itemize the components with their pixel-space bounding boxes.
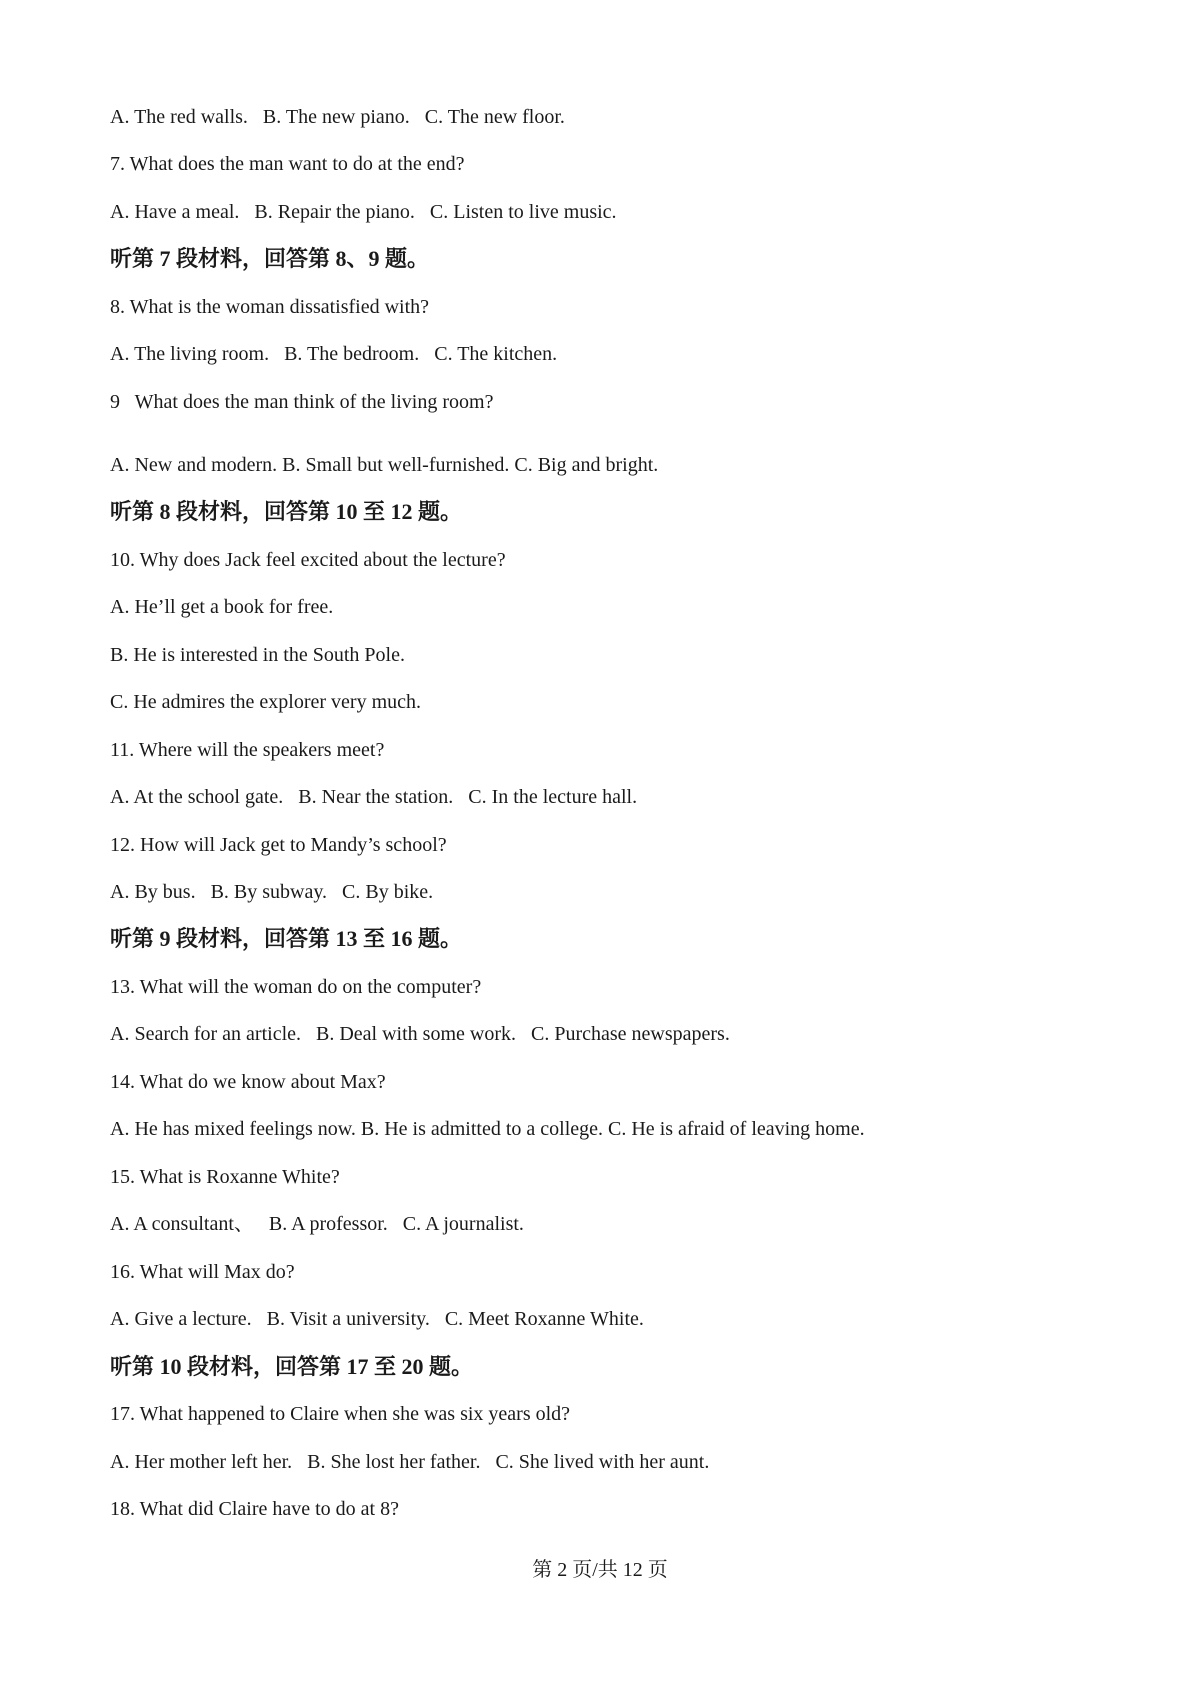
section-heading-7: 听第 7 段材料，回答第 8、9 题。: [110, 246, 430, 271]
question-16: 16. What will Max do?: [110, 1261, 295, 1283]
answer-options-q14: A. He has mixed feelings now. B. He is admitted to a college. C. He is afraid of leaving home.: [110, 1118, 865, 1140]
answer-option-q10-c: C. He admires the explorer very much.: [110, 691, 422, 713]
answer-options-q8: A. The living room. B. The bedroom. C. The kitchen.: [110, 343, 558, 365]
answer-option-q10-a: A. He’ll get a book for free.: [110, 596, 334, 618]
answer-options-q17: A. Her mother left her. B. She lost her father. C. She lived with her aunt.: [110, 1451, 710, 1473]
question-8: 8. What is the woman dissatisfied with?: [110, 296, 430, 318]
question-9: 9 What does the man think of the living room?: [110, 391, 494, 413]
answer-options-q15: A. A consultant、 B. A professor. C. A journalist.: [110, 1213, 524, 1235]
answer-options-q7: A. Have a meal. B. Repair the piano. C. Listen to live music.: [110, 201, 617, 223]
question-11: 11. Where will the speakers meet?: [110, 739, 385, 761]
question-7: 7. What does the man want to do at the end?: [110, 153, 465, 175]
section-heading-10: 听第 10 段材料，回答第 17 至 20 题。: [110, 1354, 474, 1379]
question-15: 15. What is Roxanne White?: [110, 1166, 340, 1188]
answer-options-q9: A. New and modern. B. Small but well-furnished. C. Big and bright.: [110, 454, 659, 476]
question-12: 12. How will Jack get to Mandy’s school?: [110, 834, 447, 856]
answer-options-q6: A. The red walls. B. The new piano. C. The new floor.: [110, 106, 565, 128]
answer-option-q10-b: B. He is interested in the South Pole.: [110, 644, 405, 666]
page-number-footer: 第 2 页/共 12 页: [532, 1559, 668, 1581]
question-14: 14. What do we know about Max?: [110, 1071, 386, 1093]
question-17: 17. What happened to Claire when she was six years old?: [110, 1403, 571, 1425]
question-10: 10. Why does Jack feel excited about the lecture?: [110, 549, 506, 571]
section-heading-8: 听第 8 段材料，回答第 10 至 12 题。: [110, 499, 463, 524]
answer-options-q12: A. By bus. B. By subway. C. By bike.: [110, 881, 434, 903]
answer-options-q16: A. Give a lecture. B. Visit a university. C. Meet Roxanne White.: [110, 1308, 644, 1330]
answer-options-q11: A. At the school gate. B. Near the station. C. In the lecture hall.: [110, 786, 638, 808]
answer-options-q13: A. Search for an article. B. Deal with some work. C. Purchase newspapers.: [110, 1023, 730, 1045]
section-heading-9: 听第 9 段材料，回答第 13 至 16 题。: [110, 926, 463, 951]
question-13: 13. What will the woman do on the computer?: [110, 976, 482, 998]
question-18: 18. What did Claire have to do at 8?: [110, 1498, 399, 1520]
